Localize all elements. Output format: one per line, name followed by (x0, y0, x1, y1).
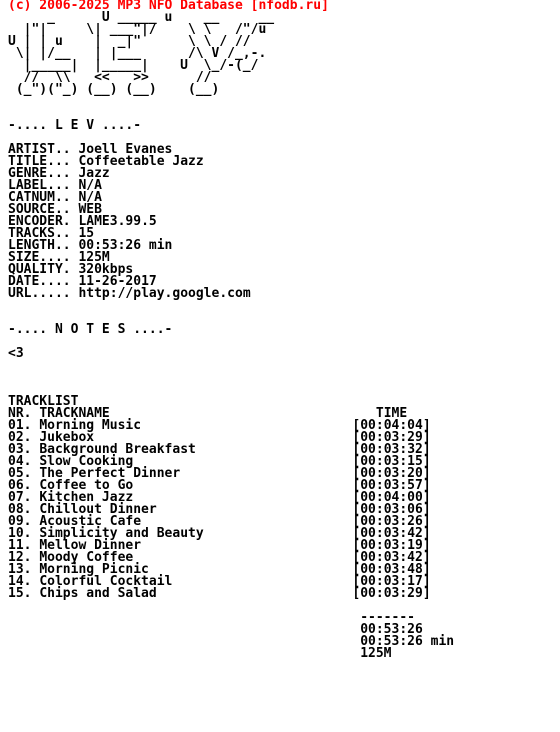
notes-section-title: -.... N O T E S ....- (8, 322, 173, 337)
info-value: 11-26-2017 (78, 274, 157, 289)
track-number: 13. (8, 562, 32, 577)
info-key: LABEL... (8, 178, 71, 193)
track-time: [00:03:29] (352, 430, 431, 445)
totals-size: 125M (360, 646, 392, 661)
track-number: 07. (8, 490, 32, 505)
track-time: [00:04:00] (352, 490, 431, 505)
track-name: Simplicity and Beauty (39, 526, 204, 541)
info-key: DATE.... (8, 274, 71, 289)
info-value: 320kbps (78, 262, 134, 277)
track-time: [00:03:57] (352, 478, 431, 493)
info-key: QUALITY. (8, 262, 71, 277)
release-section-title: -.... L E V ....- (8, 118, 142, 133)
info-key: SIZE.... (8, 250, 71, 265)
info-value: N/A (78, 178, 102, 193)
track-number: 14. (8, 574, 32, 589)
info-value: N/A (78, 190, 102, 205)
info-row (8, 286, 251, 301)
track-name: The Perfect Dinner (39, 466, 181, 481)
track-number: 05. (8, 466, 32, 481)
track-time: [00:03:26] (352, 514, 431, 529)
totals-separator: ------- (360, 610, 415, 625)
track-time: [00:03:42] (352, 526, 431, 541)
notes-text: <3 (8, 346, 24, 361)
track-name: Acoustic Cafe (39, 514, 142, 529)
info-value: 125M (78, 250, 110, 265)
header-line: (c) 2006-2025 MP3 NFO Database [nfodb.ru] (8, 0, 329, 13)
track-time: [00:04:04] (352, 418, 431, 433)
track-number: 15. (8, 586, 32, 601)
info-value: Coffeetable Jazz (78, 154, 204, 169)
info-key: SOURCE.. (8, 202, 71, 217)
track-number: 02. (8, 430, 32, 445)
info-value: Joell Evanes (78, 142, 173, 157)
info-value: http://play.google.com (78, 286, 251, 301)
col-time-header: TIME (375, 406, 408, 421)
track-time: [00:03:48] (352, 562, 431, 577)
track-name: Moody Coffee (39, 550, 134, 565)
info-value: Jazz (78, 166, 110, 181)
col-nr-header: NR. (8, 406, 32, 421)
track-number: 12. (8, 550, 32, 565)
track-name: Morning Music (39, 418, 142, 433)
tracklist-rows (8, 418, 431, 601)
track-name: Slow Cooking (39, 454, 134, 469)
track-number: 09. (8, 514, 32, 529)
track-number: 08. (8, 502, 32, 517)
track-row (8, 586, 431, 601)
info-value: WEB (78, 202, 102, 217)
totals-length: 00:53:26 min (360, 634, 455, 649)
track-number: 01. (8, 418, 32, 433)
track-name: Mellow Dinner (39, 538, 142, 553)
track-name: Colorful Cocktail (39, 574, 173, 589)
totals-time: 00:53:26 (360, 622, 423, 637)
info-key: TITLE... (8, 154, 71, 169)
track-name: Chillout Dinner (39, 502, 157, 517)
info-key: CATNUM.. (8, 190, 71, 205)
info-key: ENCODER. (8, 214, 71, 229)
info-value: 00:53:26 min (78, 238, 173, 253)
info-key: URL..... (8, 286, 71, 301)
track-number: 04. (8, 454, 32, 469)
track-time: [00:03:42] (352, 550, 431, 565)
track-name: Background Breakfast (39, 442, 196, 457)
info-key: TRACKS.. (8, 226, 71, 241)
track-name: Chips and Salad (39, 586, 157, 601)
track-time: [00:03:15] (352, 454, 431, 469)
release-info-block (8, 142, 251, 301)
track-number: 06. (8, 478, 32, 493)
col-trackname-header: TRACKNAME (39, 406, 110, 421)
track-number: 03. (8, 442, 32, 457)
track-time: [00:03:06] (352, 502, 431, 517)
track-time: [00:03:17] (352, 574, 431, 589)
info-value: LAME3.99.5 (78, 214, 157, 229)
info-key: GENRE... (8, 166, 71, 181)
track-time: [00:03:19] (352, 538, 431, 553)
info-key: LENGTH.. (8, 238, 71, 253)
ascii-art-logo: _ U _____ u __ __ |"| \| ___"|/ \ \ /"/u U | | u | _|" \ \ / // \| |/__ | |___ /\ V /_,-. |_____| |_____| U \_/-(_/ // \\ << >> // (_")("_) (__) (__) (__) (8, 10, 275, 97)
track-name: Jukebox (39, 430, 95, 445)
track-number: 10. (8, 526, 32, 541)
track-number: 11. (8, 538, 32, 553)
track-name: Morning Picnic (39, 562, 149, 577)
track-name: Coffee to Go (39, 478, 134, 493)
info-value: 15 (78, 226, 95, 241)
nfo-document (8, 0, 454, 660)
track-name: Kitchen Jazz (39, 490, 134, 505)
track-time: [00:03:32] (352, 442, 431, 457)
tracklist-heading: TRACKLIST (8, 394, 79, 409)
track-time: [00:03:29] (352, 586, 431, 601)
info-key: ARTIST.. (8, 142, 71, 157)
track-time: [00:03:20] (352, 466, 431, 481)
